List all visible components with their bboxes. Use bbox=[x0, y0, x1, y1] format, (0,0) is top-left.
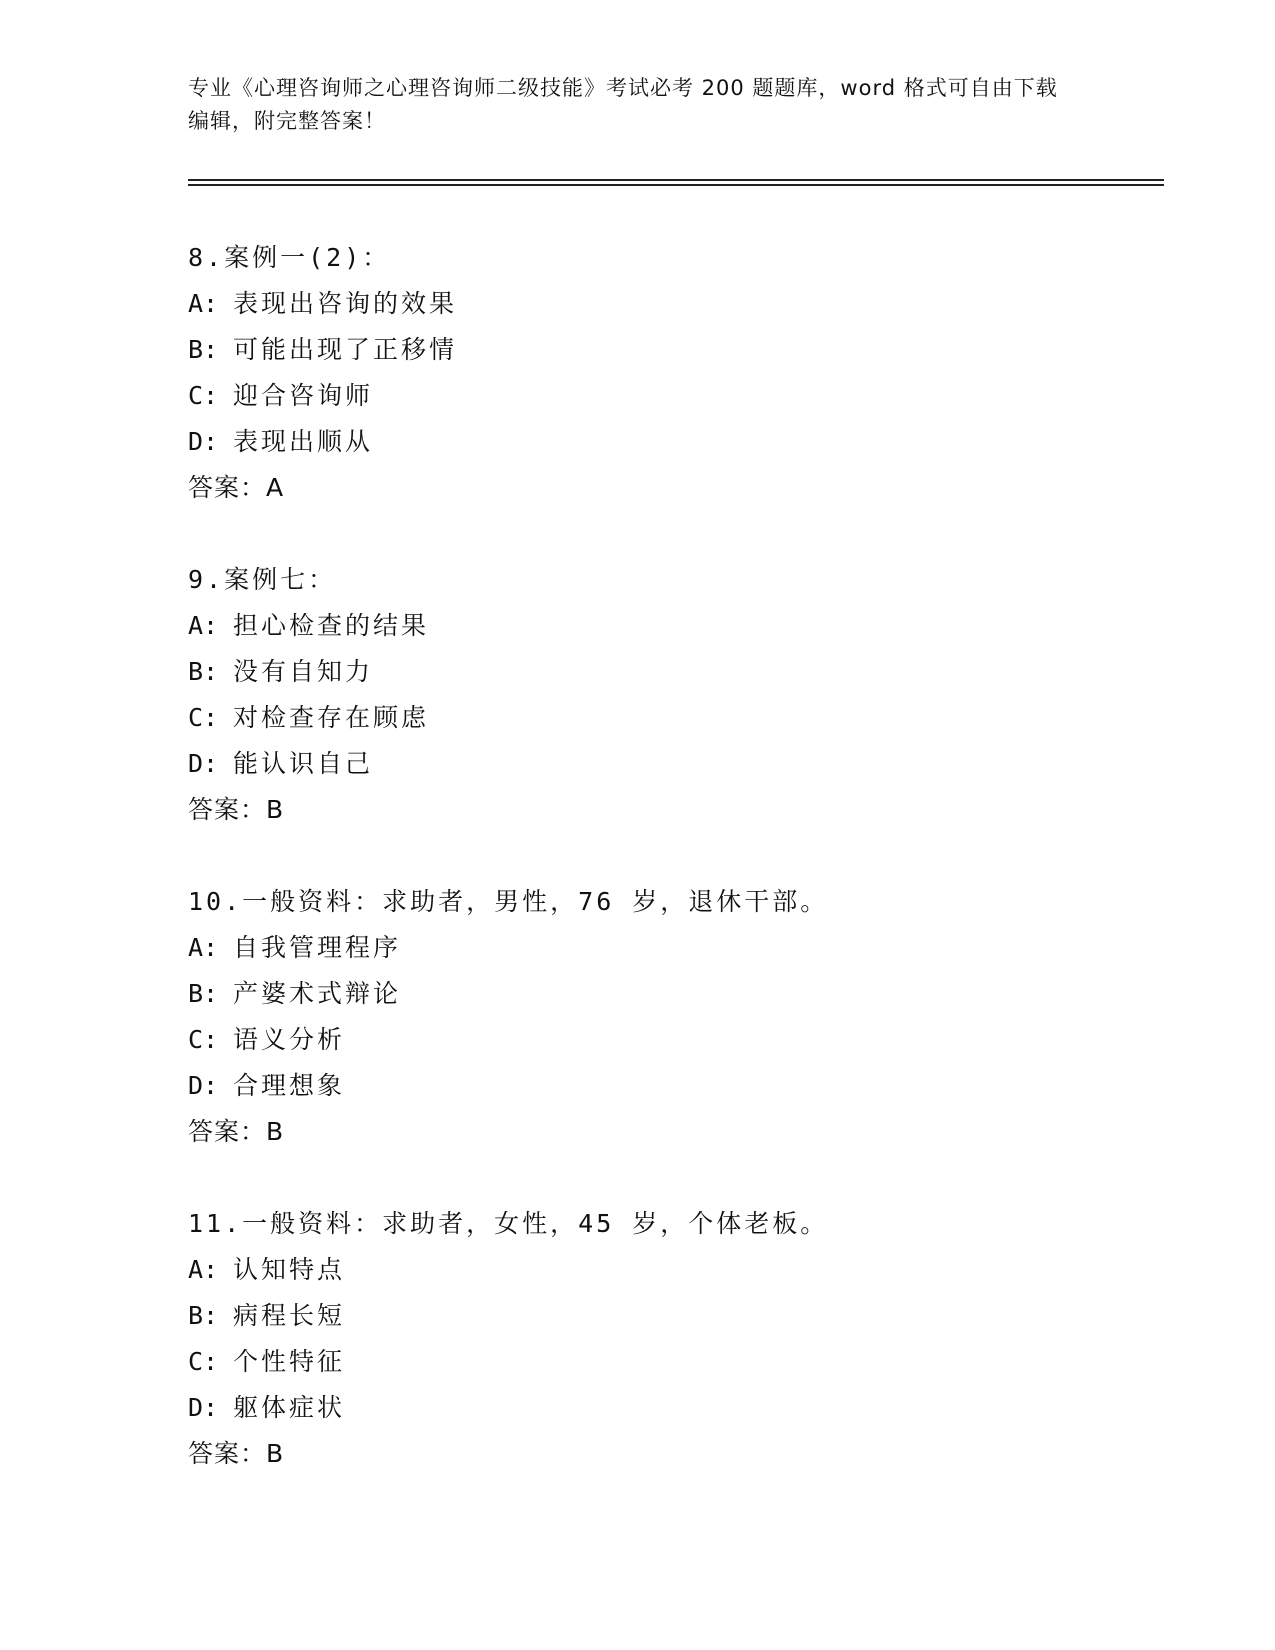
option-text: 可能出现了正移情 bbox=[233, 335, 458, 364]
option-letter: A: bbox=[188, 611, 219, 640]
option-text: 合理想象 bbox=[233, 1071, 346, 1100]
header-divider-top bbox=[188, 179, 1164, 181]
option-letter: B: bbox=[188, 1301, 219, 1330]
option-d bbox=[188, 741, 1148, 787]
option-a bbox=[188, 603, 1148, 649]
question-11 bbox=[188, 1201, 1148, 1477]
option-letter: D: bbox=[188, 1071, 219, 1100]
option-letter: A: bbox=[188, 289, 219, 318]
header-divider-bottom bbox=[188, 184, 1164, 186]
option-d bbox=[188, 1063, 1148, 1109]
option-text: 个性特征 bbox=[233, 1347, 346, 1376]
answer-line: 答案：B bbox=[188, 1117, 285, 1146]
option-text: 担心检查的结果 bbox=[233, 611, 430, 640]
option-text: 认知特点 bbox=[233, 1255, 346, 1284]
option-letter: B: bbox=[188, 335, 219, 364]
option-b bbox=[188, 649, 1148, 695]
option-c bbox=[188, 373, 1148, 419]
question-9 bbox=[188, 557, 1148, 833]
option-text: 产婆术式辩论 bbox=[233, 979, 402, 1008]
question-stem: 11.一般资料：求助者，女性，45 岁，个体老板。 bbox=[188, 1209, 829, 1238]
question-8 bbox=[188, 235, 1148, 511]
option-text: 病程长短 bbox=[233, 1301, 346, 1330]
option-letter: B: bbox=[188, 657, 219, 686]
option-c bbox=[188, 1339, 1148, 1385]
option-letter: C: bbox=[188, 1347, 219, 1376]
option-letter: D: bbox=[188, 749, 219, 778]
option-d bbox=[188, 1385, 1148, 1431]
option-letter: B: bbox=[188, 979, 219, 1008]
option-a bbox=[188, 1247, 1148, 1293]
option-a bbox=[188, 281, 1148, 327]
option-c bbox=[188, 695, 1148, 741]
option-text: 迎合咨询师 bbox=[233, 381, 374, 410]
option-b bbox=[188, 1293, 1148, 1339]
option-text: 语义分析 bbox=[233, 1025, 346, 1054]
question-10 bbox=[188, 879, 1148, 1155]
question-stem: 8.案例一(2)： bbox=[188, 243, 391, 272]
option-letter: C: bbox=[188, 703, 219, 732]
option-text: 躯体症状 bbox=[233, 1393, 346, 1422]
option-text: 表现出咨询的效果 bbox=[233, 289, 458, 318]
question-stem: 10.一般资料：求助者，男性，76 岁，退休干部。 bbox=[188, 887, 829, 916]
option-text: 自我管理程序 bbox=[233, 933, 402, 962]
option-text: 没有自知力 bbox=[233, 657, 374, 686]
option-text: 对检查存在顾虑 bbox=[233, 703, 430, 732]
option-letter: C: bbox=[188, 381, 219, 410]
option-b bbox=[188, 971, 1148, 1017]
option-d bbox=[188, 419, 1148, 465]
answer-line: 答案：B bbox=[188, 1439, 285, 1468]
answer-line: 答案：A bbox=[188, 473, 285, 502]
option-letter: D: bbox=[188, 1393, 219, 1422]
option-b bbox=[188, 327, 1148, 373]
option-letter: A: bbox=[188, 1255, 219, 1284]
document-header: 专业《心理咨询师之心理咨询师二级技能》考试必考 200 题题库，word 格式可自由下载编辑，附完整答案！ bbox=[188, 76, 1058, 133]
option-text: 能认识自己 bbox=[233, 749, 374, 778]
option-c bbox=[188, 1017, 1148, 1063]
option-text: 表现出顺从 bbox=[233, 427, 374, 456]
option-letter: C: bbox=[188, 1025, 219, 1054]
option-letter: D: bbox=[188, 427, 219, 456]
option-letter: A: bbox=[188, 933, 219, 962]
option-a bbox=[188, 925, 1148, 971]
answer-line: 答案：B bbox=[188, 795, 285, 824]
question-stem: 9.案例七： bbox=[188, 565, 337, 594]
